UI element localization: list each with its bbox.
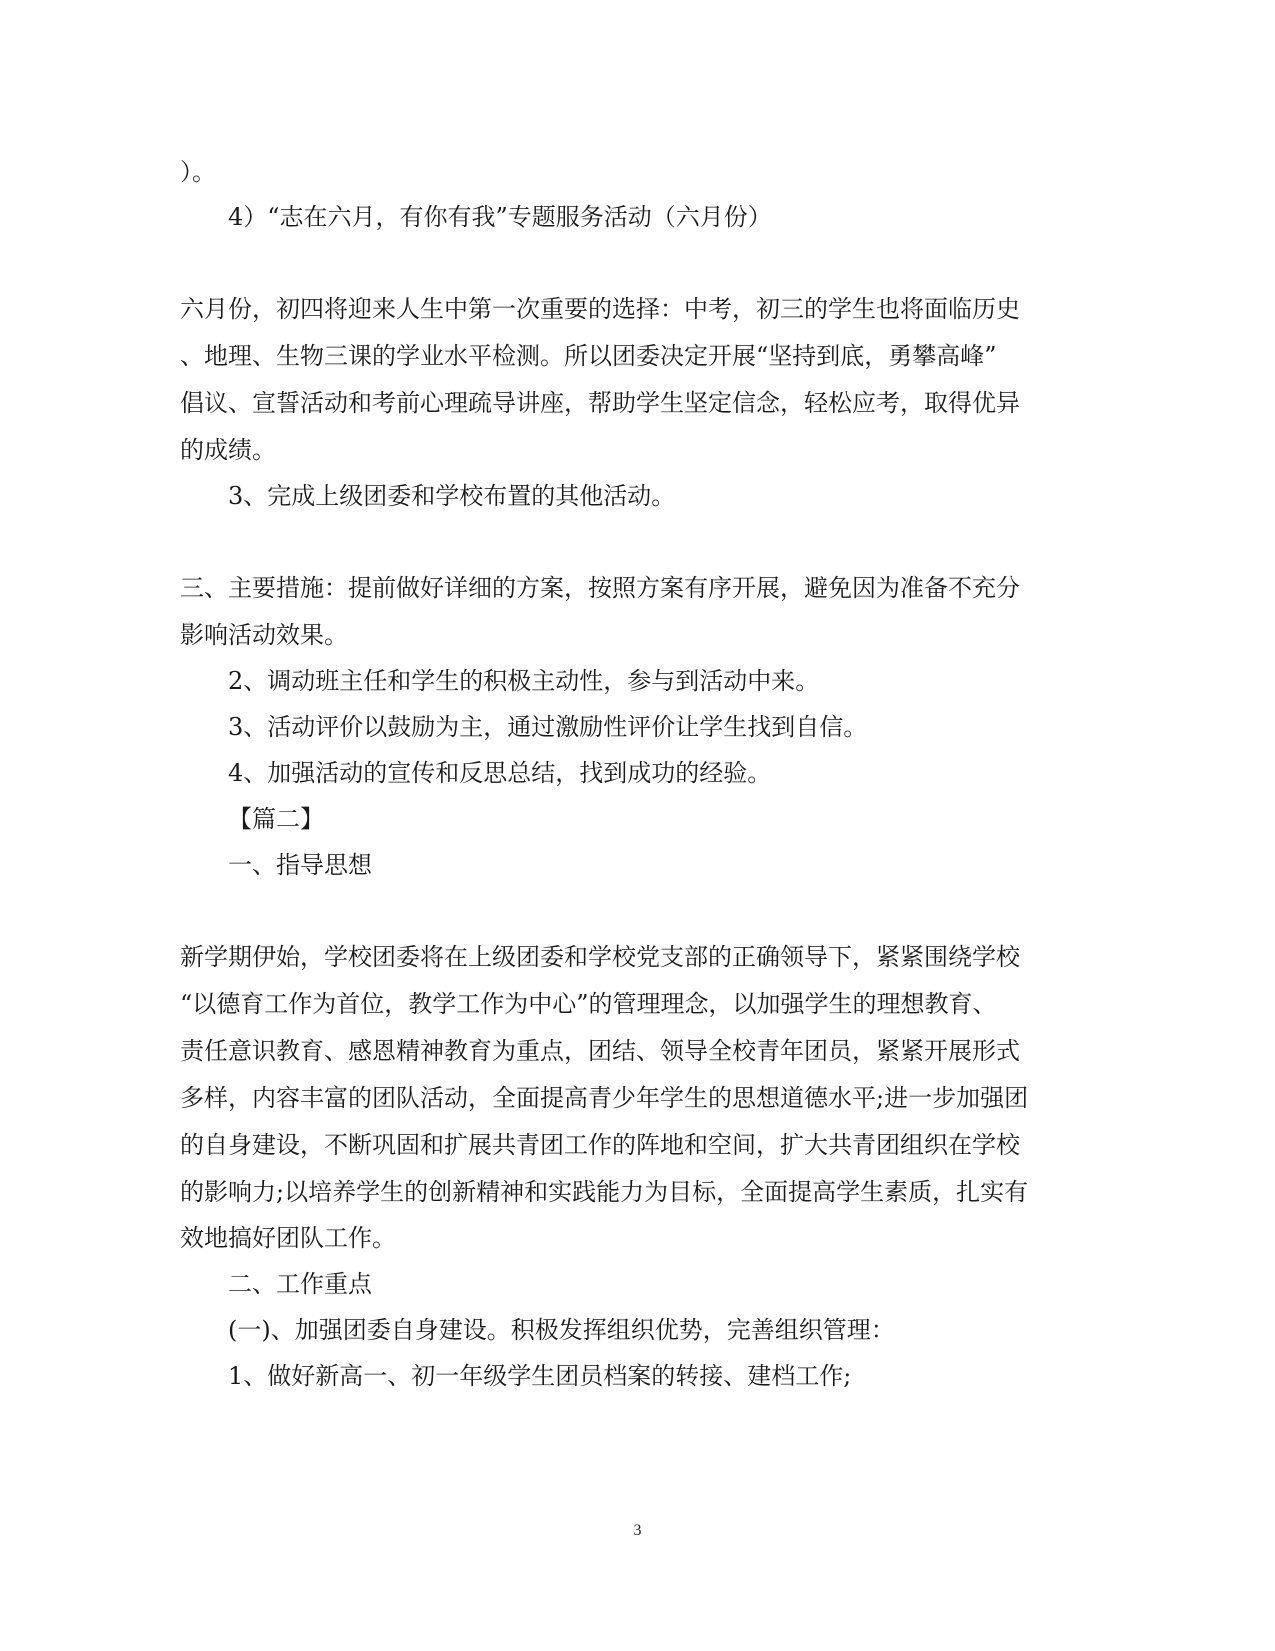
text-line: 影响活动效果。 [180, 621, 348, 649]
page-number: 3 [633, 1522, 642, 1539]
text-line: 六月份，初四将迎来人生中第一次重要的选择：中考，初三的学生也将面临历史 [180, 295, 1020, 323]
text-line: 4、加强活动的宣传和反思总结，找到成功的经验。 [228, 759, 772, 787]
text-line: 责任意识教育、感恩精神教育为重点，团结、领导全校青年团员，紧紧开展形式 [180, 1037, 1020, 1065]
text-line: 1、做好新高一、初一年级学生团员档案的转接、建档工作; [228, 1362, 852, 1390]
text-line: 新学期伊始，学校团委将在上级团委和学校党支部的正确领导下，紧紧围绕学校 [180, 943, 1020, 971]
text-line: 的成绩。 [180, 436, 276, 464]
text-line: ）。 [180, 158, 216, 186]
text-line: 多样，内容丰富的团队活动，全面提高青少年学生的思想道德水平;进一步加强团 [180, 1084, 1029, 1112]
text-line: 效地搞好团队工作。 [180, 1224, 396, 1252]
text-line: 3、活动评价以鼓励为主，通过激励性评价让学生找到自信。 [228, 713, 868, 741]
text-line: “以德育工作为首位，教学工作为中心”的管理理念，以加强学生的理想教育、 [180, 990, 997, 1018]
text-line: 4）“志在六月，有你有我”专题服务活动（六月份） [228, 203, 772, 231]
text-line: 三、主要措施：提前做好详细的方案，按照方案有序开展，避免因为准备不充分 [180, 574, 1020, 602]
section-heading: 二、工作重点 [228, 1270, 372, 1298]
text-line: (一)、加强团委自身建设。积极发挥组织优势，完善组织管理： [228, 1316, 895, 1344]
text-line: 2、调动班主任和学生的积极主动性，参与到活动中来。 [228, 667, 820, 695]
section-heading: 【篇二】 [228, 805, 324, 833]
text-line: 的影响力;以培养学生的创新精神和实践能力为目标，全面提高学生素质，扎实有 [180, 1178, 1029, 1206]
text-line: 倡议、宣誓活动和考前心理疏导讲座，帮助学生坚定信念，轻松应考，取得优异 [180, 389, 1020, 417]
text-line: 的自身建设，不断巩固和扩展共青团工作的阵地和空间，扩大共青团组织在学校 [180, 1131, 1020, 1159]
text-line: 3、完成上级团委和学校布置的其他活动。 [228, 482, 676, 510]
text-line: 、地理、生物三课的学业水平检测。所以团委决定开展“坚持到底，勇攀高峰” [180, 342, 997, 370]
section-heading: 一、指导思想 [228, 851, 372, 879]
